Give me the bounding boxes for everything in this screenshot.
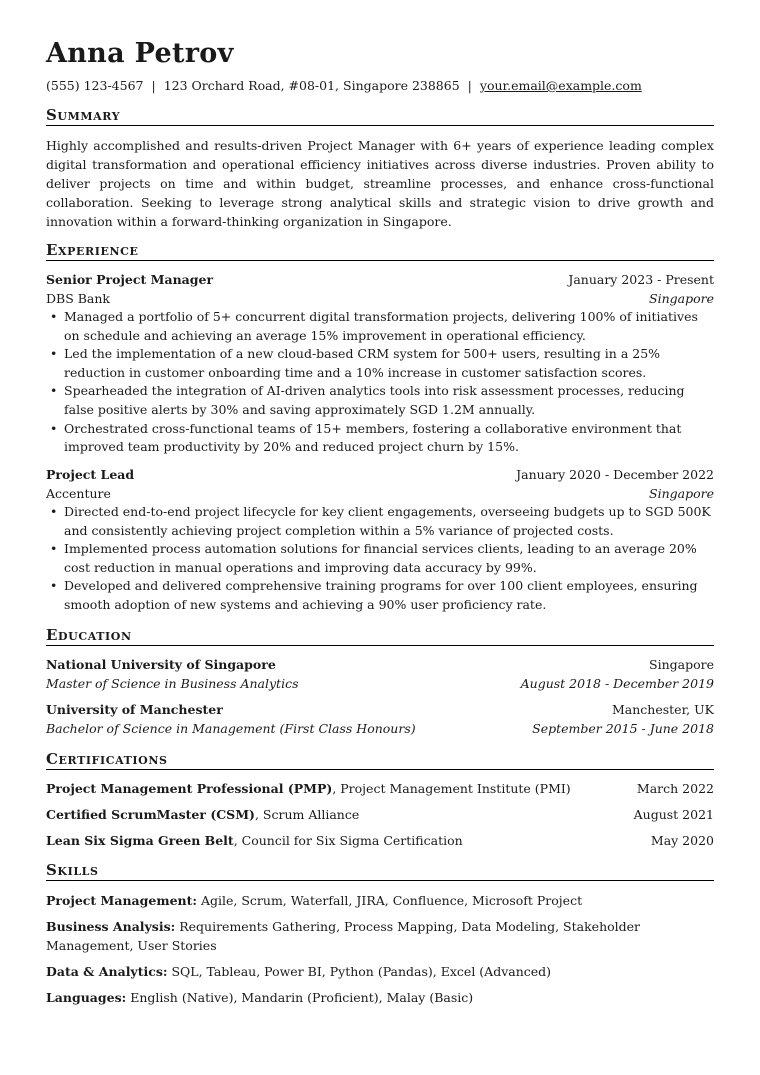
school-name: University of Manchester	[46, 702, 223, 717]
skill-label: Project Management:	[46, 893, 198, 908]
job-bullet: • Orchestrated cross-functional teams of 15+ members, fostering a collaborative environment that improved team productivity by 20% and reduced project churn by 15%.	[46, 420, 714, 457]
education-dates: August 2018 - December 2019	[520, 676, 714, 691]
skill-item	[46, 962, 714, 981]
candidate-name: Anna Petrov	[46, 38, 234, 69]
certification-issuer: , Project Management Institute (PMI)	[332, 781, 571, 796]
education-entry	[46, 655, 714, 693]
certification-item	[46, 779, 714, 805]
job-role: Senior Project Manager	[46, 272, 214, 287]
skill-value: English (Native), Mandarin (Proficient), Malay (Basic)	[126, 990, 474, 1005]
job-company: Accenture	[46, 486, 111, 501]
certification-name: Project Management Professional (PMP)	[46, 781, 333, 796]
education-dates: September 2015 - June 2018	[532, 721, 714, 736]
phone-number: (555) 123-4567	[46, 78, 144, 93]
education-entry	[46, 700, 714, 738]
certification-name: Lean Six Sigma Green Belt	[46, 833, 234, 848]
section-title-certifications: Certifications	[46, 750, 714, 770]
certification-date: August 2021	[633, 807, 714, 822]
job-entry	[46, 270, 714, 457]
job-bullet: • Managed a portfolio of 5+ concurrent digital transformation projects, delivering 100% of initiatives on schedule and achieving an average 15% improvement in operational efficiency.	[46, 308, 714, 345]
school-location: Singapore	[649, 657, 714, 672]
certification-issuer: , Scrum Alliance	[254, 807, 360, 822]
contact-separator: |	[151, 78, 156, 93]
section-title-summary: Summary	[46, 106, 714, 126]
certification-item	[46, 805, 714, 831]
section-title-education: Education	[46, 626, 714, 646]
school-location: Manchester, UK	[611, 702, 714, 717]
summary-section	[46, 136, 714, 231]
skill-label: Languages:	[46, 990, 127, 1005]
job-dates: January 2023 - Present	[568, 272, 714, 287]
job-role: Project Lead	[46, 467, 135, 482]
job-bullet: • Directed end-to-end project lifecycle for key client engagements, overseeing budgets up to SGD 500K and consistently achieving project completion within a 5% variance of projected costs.	[46, 503, 714, 540]
skill-value: Agile, Scrum, Waterfall, JIRA, Confluence, Microsoft Project	[197, 893, 583, 908]
address: 123 Orchard Road, #08-01, Singapore 238865	[163, 78, 460, 93]
degree: Master of Science in Business Analytics	[46, 676, 299, 691]
skill-label: Data & Analytics:	[46, 964, 168, 979]
certification-issuer: , Council for Six Sigma Certification	[233, 833, 463, 848]
degree: Bachelor of Science in Management (First Class Honours)	[46, 721, 416, 736]
school-name: National University of Singapore	[46, 657, 276, 672]
certification-date: May 2020	[650, 833, 714, 848]
job-bullet: • Developed and delivered comprehensive training programs for over 100 client employees, ensuring smooth adoption of new systems and achieving a 90% user proficiency rate.	[46, 577, 714, 614]
contact-separator: |	[467, 78, 472, 93]
job-entry	[46, 465, 714, 615]
section-title-skills: Skills	[46, 861, 714, 881]
skills-list	[46, 891, 714, 1014]
email-link[interactable]: your.email@example.com	[479, 78, 642, 93]
contact-line	[46, 78, 642, 93]
certification-name: Certified ScrumMaster (CSM)	[46, 807, 255, 822]
job-bullet: • Implemented process automation solutions for financial services clients, leading to an average 20% cost reduction in manual operations and improving data accuracy by 99%.	[46, 540, 714, 577]
job-bullet-list	[46, 503, 714, 615]
job-bullet: • Spearheaded the integration of AI-driven analytics tools into risk assessment processes, reducing false positive alerts by 30% and saving approximately SGD 1.2M annually.	[46, 382, 714, 419]
skill-item	[46, 917, 714, 955]
summary-text: Highly accomplished and results-driven Project Manager with 6+ years of experience leading complex digital transformation and operational efficiency initiatives across diverse industries. Proven ability to deliver projects on time and within budget, streamline processes, and enhance cross-functional collaboration. Seeking to leverage strong analytical skills and strategic vision to drive growth and innovation within a forward-thinking organization in Singapore.	[46, 138, 714, 229]
certification-date: March 2022	[636, 781, 714, 796]
job-dates: January 2020 - December 2022	[516, 467, 714, 482]
skill-label: Business Analysis:	[46, 919, 176, 934]
job-location: Singapore	[649, 486, 714, 501]
skill-value: SQL, Tableau, Power BI, Python (Pandas), Excel (Advanced)	[167, 964, 552, 979]
job-company: DBS Bank	[46, 291, 111, 306]
job-bullet: • Led the implementation of a new cloud-based CRM system for 500+ users, resulting in a 25% reduction in customer onboarding time and a 10% increase in customer satisfaction scores.	[46, 345, 714, 382]
skill-item	[46, 891, 714, 910]
job-location: Singapore	[649, 291, 714, 306]
skill-item	[46, 988, 714, 1007]
section-title-experience: Experience	[46, 241, 714, 261]
certifications-list	[46, 779, 714, 857]
job-bullet-list	[46, 308, 714, 457]
skill-value: Requirements Gathering, Process Mapping, Data Modeling, Stakeholder Management, User Stories	[46, 919, 641, 953]
certification-item	[46, 831, 714, 857]
